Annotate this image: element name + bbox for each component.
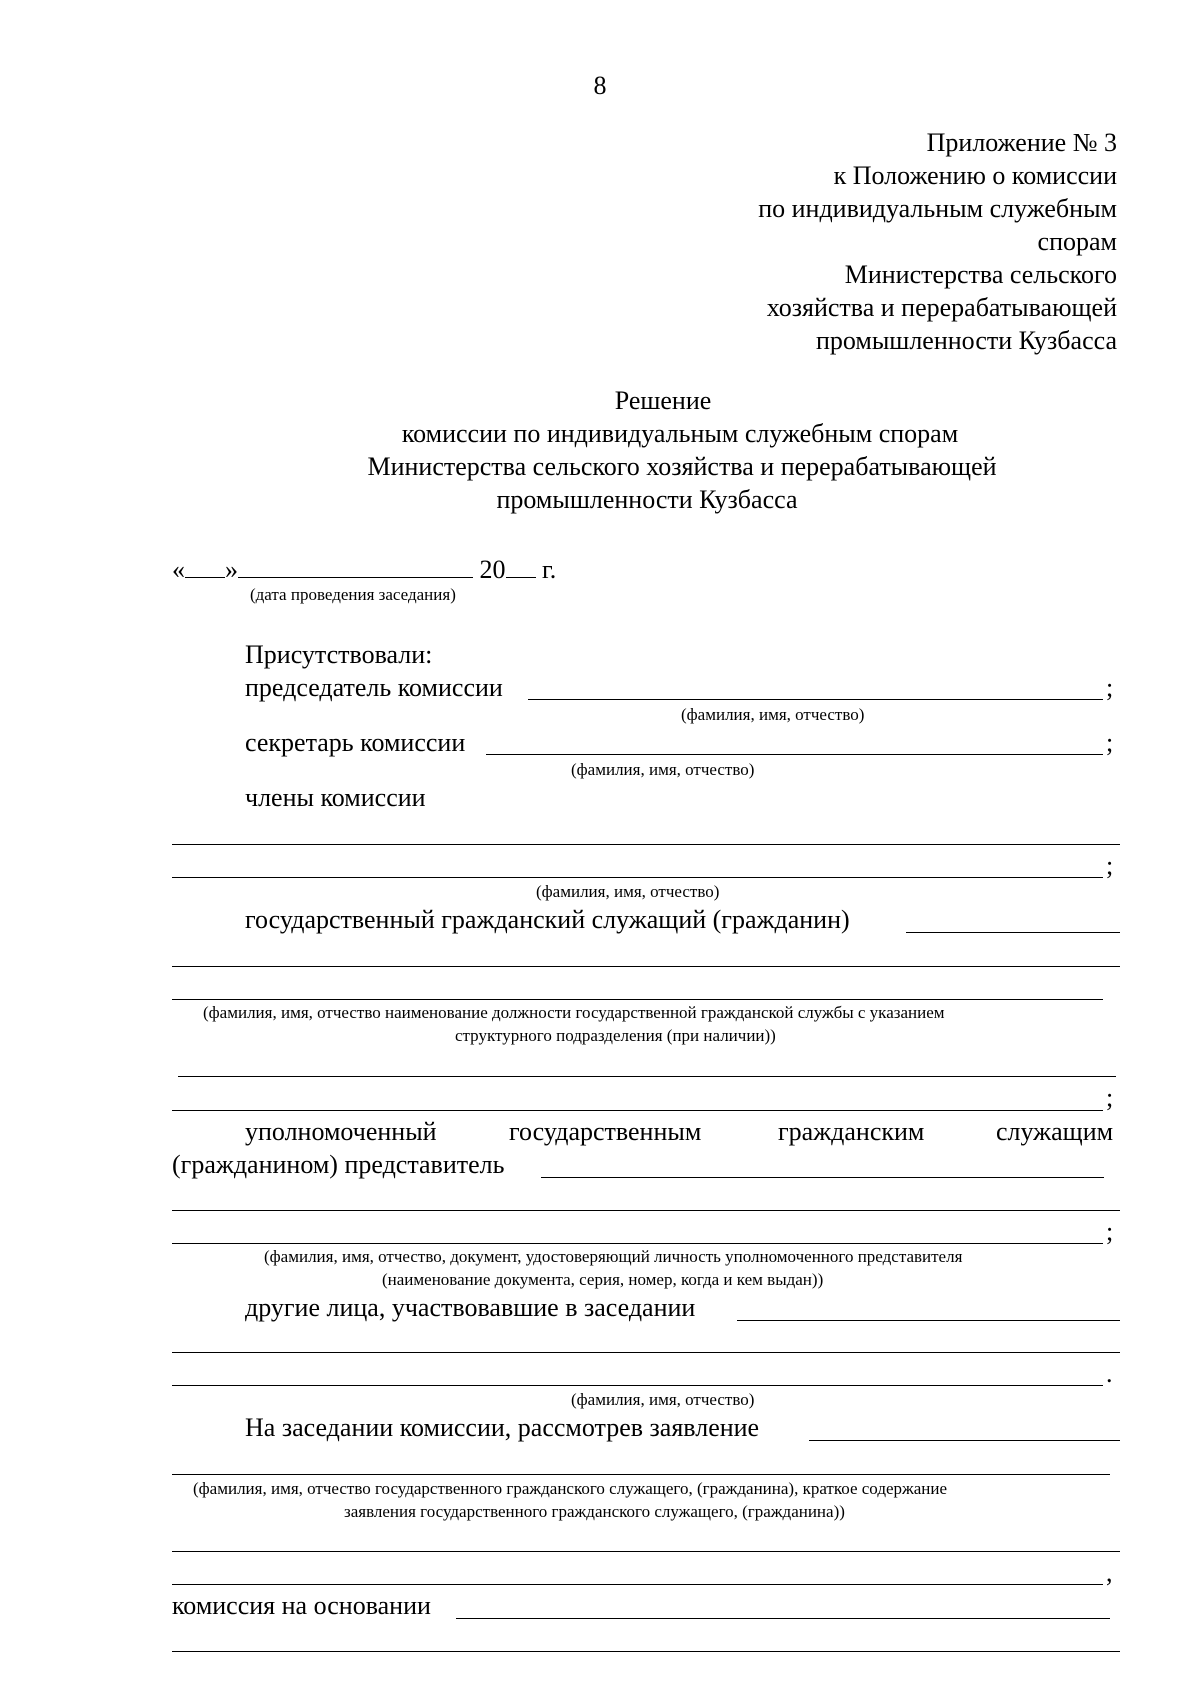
chairman-label: председатель комиссии: [245, 673, 503, 702]
semicolon: ;: [1106, 1217, 1114, 1246]
appendix-line: хозяйства и перерабатывающей: [766, 293, 1117, 322]
members-field[interactable]: [172, 844, 1120, 845]
others-label: другие лица, участвовавшие в заседании: [245, 1293, 696, 1322]
basis-label: комиссия на основании: [172, 1591, 431, 1620]
representative-label: (гражданином) представитель: [172, 1150, 505, 1179]
servant-label: государственный гражданский служащий (гражданин): [245, 905, 850, 934]
close-quote: »: [225, 555, 238, 584]
year-field[interactable]: [506, 553, 536, 578]
considered-caption: (фамилия, имя, отчество государственного гражданского служащего, (гражданина), краткое содержание: [193, 1479, 948, 1498]
servant-field[interactable]: [172, 1110, 1103, 1111]
representative-field[interactable]: [172, 1210, 1120, 1211]
semicolon: ;: [1106, 673, 1114, 702]
others-caption: (фамилия, имя, отчество): [571, 1390, 755, 1409]
representative-word: служащим: [996, 1117, 1114, 1146]
servant-field[interactable]: [906, 932, 1120, 933]
comma: ,: [1106, 1558, 1113, 1587]
page-number: 8: [593, 71, 607, 100]
semicolon: ;: [1106, 851, 1114, 880]
statement-field[interactable]: [809, 1440, 1120, 1441]
statement-field[interactable]: [172, 1474, 1110, 1475]
appendix-line: Приложение № 3: [926, 128, 1117, 157]
basis-field[interactable]: [172, 1651, 1120, 1652]
title-line: Решение: [614, 386, 712, 415]
considered-label: На заседании комиссии, рассмотрев заявление: [245, 1413, 760, 1442]
secretary-label: секретарь комиссии: [245, 728, 466, 757]
basis-field[interactable]: [456, 1618, 1110, 1619]
servant-field[interactable]: [172, 999, 1103, 1000]
members-field[interactable]: [172, 877, 1103, 878]
appendix-line: спорам: [1037, 227, 1117, 256]
representative-caption: (фамилия, имя, отчество, документ, удостоверяющий личность уполномоченного представителя: [264, 1247, 963, 1266]
period: .: [1106, 1359, 1113, 1388]
appendix-line: по индивидуальным служебным: [758, 194, 1117, 223]
chairman-field[interactable]: [528, 699, 1103, 700]
members-caption: (фамилия, имя, отчество): [536, 882, 720, 901]
members-label: члены комиссии: [245, 783, 426, 812]
date-caption: (дата проведения заседания): [250, 585, 456, 604]
servant-caption: структурного подразделения (при наличии)): [455, 1026, 776, 1045]
year-suffix: г.: [542, 555, 557, 584]
statement-field[interactable]: [172, 1584, 1103, 1585]
representative-field[interactable]: [172, 1243, 1103, 1244]
present-heading: Присутствовали:: [245, 640, 433, 669]
appendix-line: Министерства сельского: [844, 260, 1117, 289]
month-field[interactable]: [238, 553, 473, 578]
secretary-caption: (фамилия, имя, отчество): [571, 760, 755, 779]
others-field[interactable]: [737, 1320, 1120, 1321]
open-quote: «: [172, 555, 185, 584]
servant-caption: (фамилия, имя, отчество наименование должности государственной гражданской службы с указанием: [203, 1003, 945, 1022]
year-prefix: 20: [479, 555, 506, 584]
representative-word: гражданским: [778, 1117, 925, 1146]
statement-field[interactable]: [172, 1551, 1120, 1552]
date-line: [172, 553, 556, 585]
semicolon: ;: [1106, 728, 1114, 757]
title-line: комиссии по индивидуальным служебным спорам: [401, 419, 959, 448]
representative-word: уполномоченный: [245, 1117, 437, 1146]
secretary-field[interactable]: [486, 754, 1103, 755]
day-field[interactable]: [185, 553, 225, 578]
title-line: Министерства сельского хозяйства и перерабатывающей: [367, 452, 997, 481]
title-line: промышленности Кузбасса: [496, 485, 798, 514]
appendix-line: промышленности Кузбасса: [815, 326, 1117, 355]
representative-field[interactable]: [541, 1177, 1104, 1178]
servant-field[interactable]: [178, 1076, 1116, 1077]
others-field[interactable]: [172, 1385, 1103, 1386]
representative-word: государственным: [509, 1117, 702, 1146]
others-field[interactable]: [172, 1352, 1120, 1353]
representative-caption: (наименование документа, серия, номер, когда и кем выдан)): [382, 1270, 824, 1289]
appendix-line: к Положению о комиссии: [833, 161, 1117, 190]
chairman-caption: (фамилия, имя, отчество): [681, 705, 865, 724]
semicolon: ;: [1106, 1083, 1114, 1112]
servant-field[interactable]: [172, 966, 1120, 967]
considered-caption: заявления государственного гражданского служащего, (гражданина)): [344, 1502, 845, 1521]
